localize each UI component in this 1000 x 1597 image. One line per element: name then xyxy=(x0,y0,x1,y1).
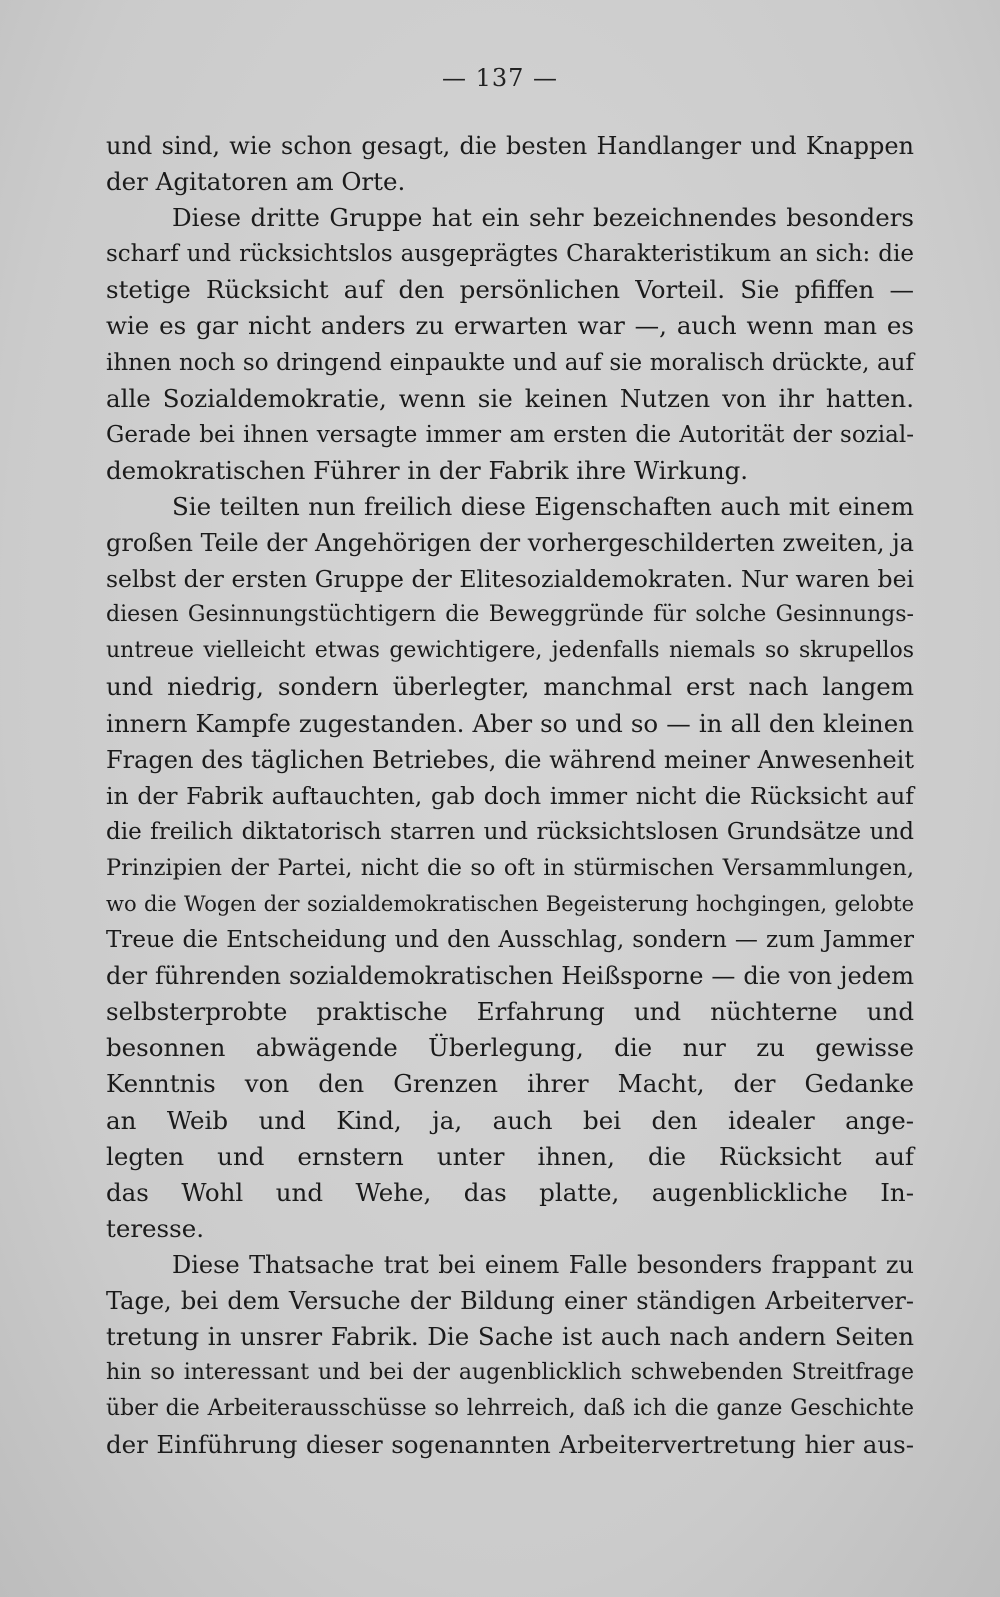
text-line: diesen Gesinnungstüchtigern die Beweggründe für solche Gesinnungs- xyxy=(106,602,914,628)
text-line: selbst der ersten Gruppe der Elitesozialdemokraten. Nur waren bei xyxy=(106,565,914,594)
text-line: legten und ernstern unter ihnen, die Rücksicht auf xyxy=(106,1141,914,1171)
body-text xyxy=(106,128,914,1463)
text-line: Tage, bei dem Versuche der Bildung einer ständigen Arbeiterver- xyxy=(106,1287,914,1315)
text-line: großen Teile der Angehörigen der vorhergeschilderten zweiten, ja xyxy=(106,529,914,558)
text-line: besonnen abwägende Überlegung, die nur zu gewisse xyxy=(106,1033,914,1063)
text-line: das Wohl und Wehe, das platte, augenblickliche In- xyxy=(106,1177,914,1207)
text-line: ihnen noch so dringend einpaukte und auf sie moralisch drückte, auf xyxy=(106,349,914,376)
text-line: hin so interessant und bei der augenblicklich schwebenden Streitfrage xyxy=(106,1360,914,1386)
text-line: scharf und rücksichtslos ausgeprägtes Charakteristikum an sich: die xyxy=(106,241,914,268)
text-line: Sie teilten nun freilich diese Eigenschaften auch mit einem xyxy=(172,491,914,521)
text-line: teresse. xyxy=(106,1213,204,1243)
text-line: in der Fabrik auftauchten, gab doch immer nicht die Rücksicht auf xyxy=(106,781,914,810)
text-line: der Agitatoren am Orte. xyxy=(106,167,406,197)
text-line: der führenden sozialdemokratischen Heißsporne — die von jedem xyxy=(106,962,914,991)
page-number: — 137 — xyxy=(441,64,559,92)
text-line: Prinzipien der Partei, nicht die so oft in stürmischen Versammlungen, xyxy=(106,854,914,881)
text-line: Diese Thatsache trat bei einem Falle besonders frappant zu xyxy=(172,1250,914,1279)
text-line: an Weib und Kind, ja, auch bei den idealer ange- xyxy=(106,1105,914,1135)
text-line: wo die Wogen der sozialdemokratischen Begeisterung hochgingen, gelobte xyxy=(106,891,914,916)
text-line: und sind, wie schon gesagt, die besten Handlanger und Knappen xyxy=(106,132,914,160)
text-line: und niedrig, sondern überlegter, manchmal erst nach langem xyxy=(106,672,914,702)
text-line: Fragen des täglichen Betriebes, die während meiner Anwesenheit xyxy=(106,745,914,774)
text-line: Diese dritte Gruppe hat ein sehr bezeichnendes besonders xyxy=(172,203,914,233)
text-line: wie es gar nicht anders zu erwarten war —, auch wenn man es xyxy=(106,311,914,341)
text-line: alle Sozialdemokratie, wenn sie keinen Nutzen von ihr hatten. xyxy=(106,383,914,413)
text-line: der Einführung dieser sogenannten Arbeitervertretung hier aus- xyxy=(106,1430,914,1460)
text-line: untreue vielleicht etwas gewichtigere, jedenfalls niemals so skrupellos xyxy=(106,638,914,664)
text-line: innern Kampfe zugestanden. Aber so und so — in all den kleinen xyxy=(106,708,914,738)
text-line: die freilich diktatorisch starren und rücksichtslosen Grundsätze und xyxy=(106,818,914,845)
text-line: Gerade bei ihnen versagte immer am ersten die Autorität der sozial- xyxy=(106,421,914,448)
text-line: Kenntnis von den Grenzen ihrer Macht, der Gedanke xyxy=(106,1069,914,1099)
text-line: über die Arbeiterausschüsse so lehrreich, daß ich die ganze Geschichte xyxy=(106,1396,914,1422)
text-line: stetige Rücksicht auf den persönlichen Vorteil. Sie pfiffen — xyxy=(106,275,914,305)
text-line: tretung in unsrer Fabrik. Die Sache ist auch nach andern Seiten xyxy=(106,1322,914,1352)
text-line: demokratischen Führer in der Fabrik ihre Wirkung. xyxy=(106,455,749,485)
text-line: Treue die Entscheidung und den Ausschlag, sondern — zum Jammer xyxy=(106,927,914,954)
text-line: selbsterprobte praktische Erfahrung und nüchterne und xyxy=(106,997,914,1027)
